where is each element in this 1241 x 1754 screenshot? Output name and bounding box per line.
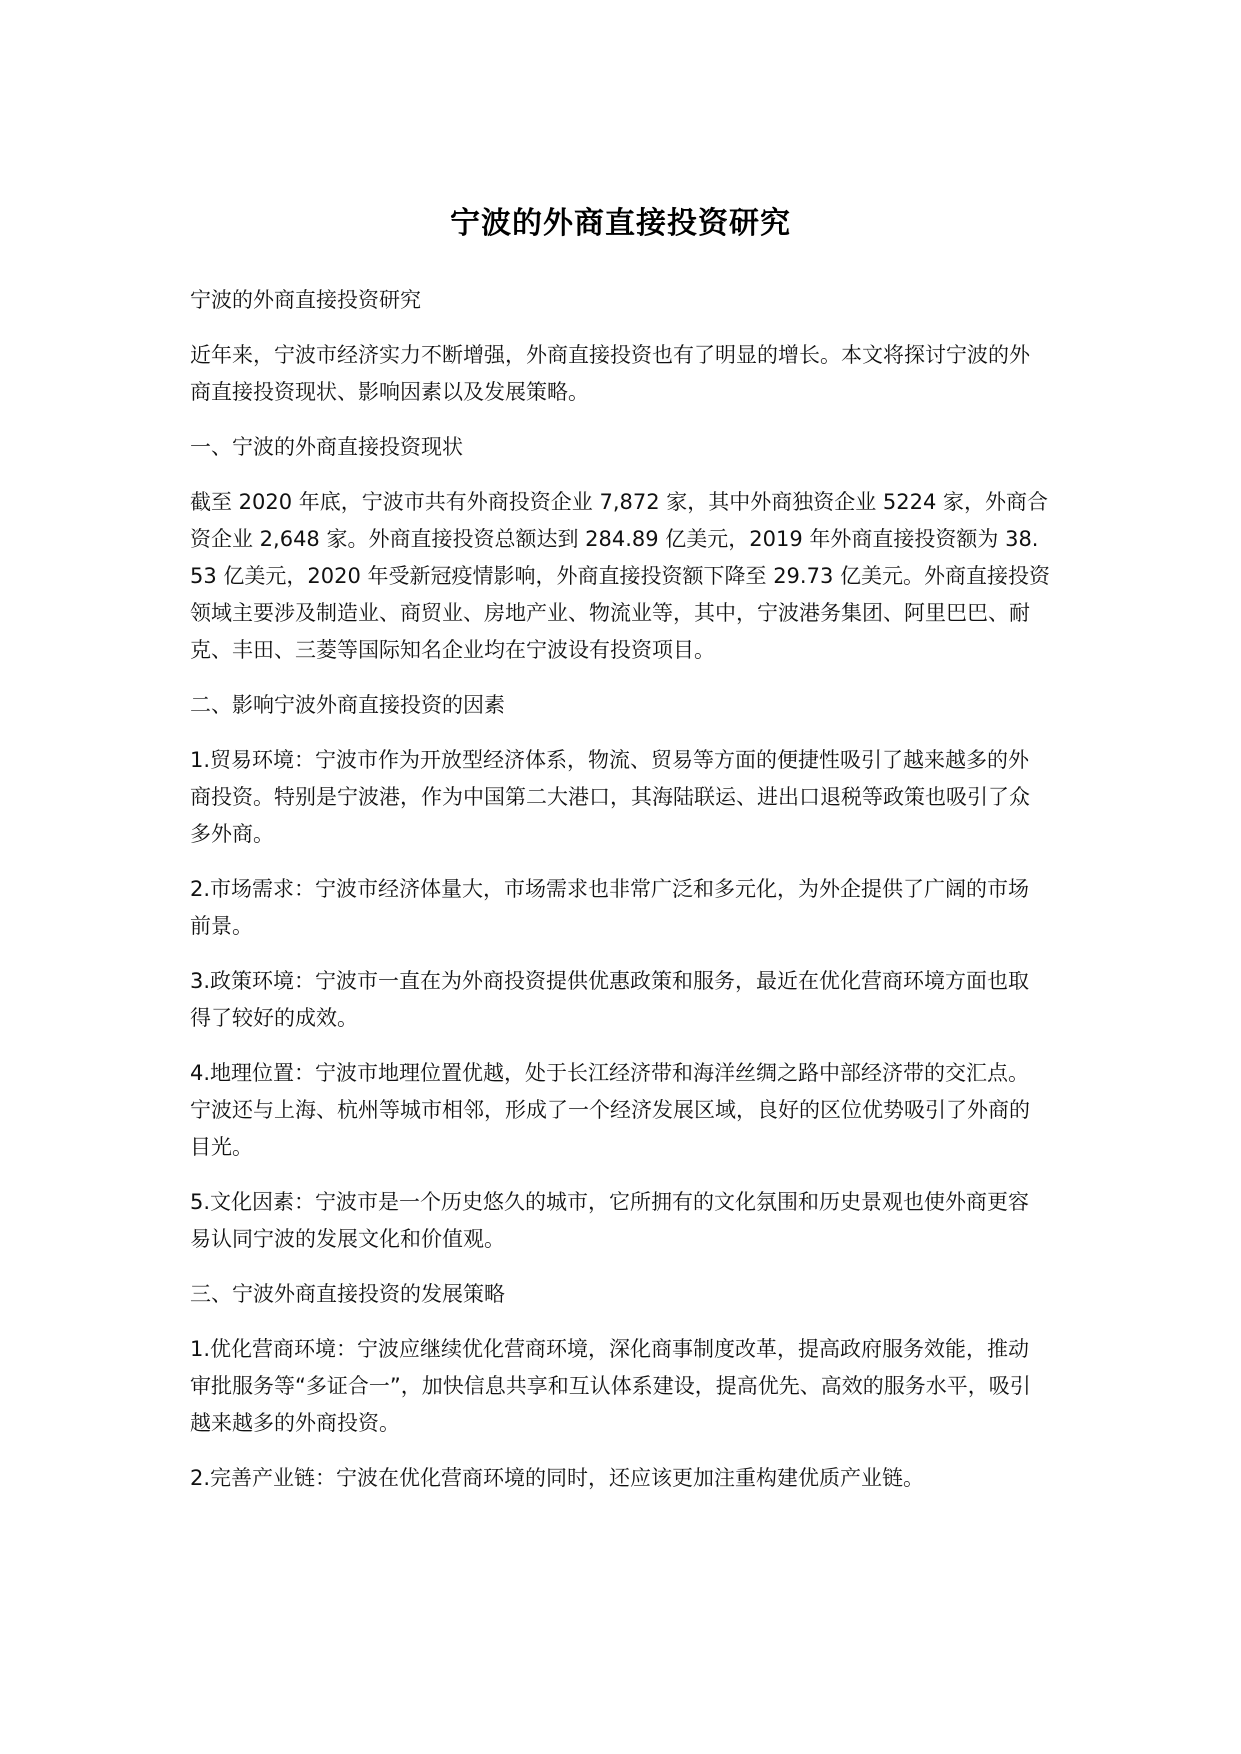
section-heading-2: 二、影响宁波外商直接投资的因素 bbox=[190, 693, 505, 717]
paragraph-factor-market: 2.市场需求：宁波市经济体量大，市场需求也非常广泛和多元化，为外企提供了广阔的市场前景。 bbox=[190, 877, 1030, 938]
paragraph-strategy-chain: 2.完善产业链：宁波在优化营商环境的同时，还应该更加注重构建优质产业链。 bbox=[190, 1466, 925, 1490]
document-title: 宁波的外商直接投资研究 bbox=[450, 206, 791, 242]
paragraph-factor-location: 4.地理位置：宁波市地理位置优越，处于长江经济带和海洋丝绸之路中部经济带的交汇点。宁波还与上海、杭州等城市相邻，形成了一个经济发展区域，良好的区位优势吸引了外商的目光。 bbox=[190, 1061, 1030, 1159]
paragraph-factor-trade: 1.贸易环境：宁波市作为开放型经济体系，物流、贸易等方面的便捷性吸引了越来越多的外商投资。特别是宁波港，作为中国第二大港口，其海陆联运、进出口退税等政策也吸引了众多外商。 bbox=[190, 748, 1030, 846]
paragraph-subtitle: 宁波的外商直接投资研究 bbox=[190, 288, 421, 312]
paragraph-factor-policy: 3.政策环境：宁波市一直在为外商投资提供优惠政策和服务，最近在优化营商环境方面也取得了较好的成效。 bbox=[190, 969, 1030, 1030]
paragraph-factor-culture: 5.文化因素：宁波市是一个历史悠久的城市，它所拥有的文化氛围和历史景观也使外商更容易认同宁波的发展文化和价值观。 bbox=[190, 1190, 1030, 1251]
paragraph-status: 截至 2020 年底，宁波市共有外商投资企业 7,872 家，其中外商独资企业 5224 家，外商合资企业 2,648 家。外商直接投资总额达到 284.89 亿美元，2019 年外商直接投资额为 38.53 亿美元，2020 年受新冠疫情影响，外商直接投资额下降至 29.73 亿美元。外商直接投资领域主要涉及制造业、商贸业、房地产业、物流业等，其中，宁波港务集团、阿里巴巴、耐克、丰田、三菱等国际知名企业均在宁波设有投资项目。 bbox=[190, 490, 1050, 662]
document-body bbox=[190, 282, 1050, 1515]
section-heading-3: 三、宁波外商直接投资的发展策略 bbox=[190, 1282, 505, 1306]
paragraph-strategy-environment: 1.优化营商环境：宁波应继续优化营商环境，深化商事制度改革，提高政府服务效能，推动审批服务等“多证合一”，加快信息共享和互认体系建设，提高优先、高效的服务水平，吸引越来越多的外商投资。 bbox=[190, 1337, 1031, 1435]
section-heading-1: 一、宁波的外商直接投资现状 bbox=[190, 435, 463, 459]
paragraph-intro: 近年来，宁波市经济实力不断增强，外商直接投资也有了明显的增长。本文将探讨宁波的外商直接投资现状、影响因素以及发展策略。 bbox=[190, 343, 1030, 404]
